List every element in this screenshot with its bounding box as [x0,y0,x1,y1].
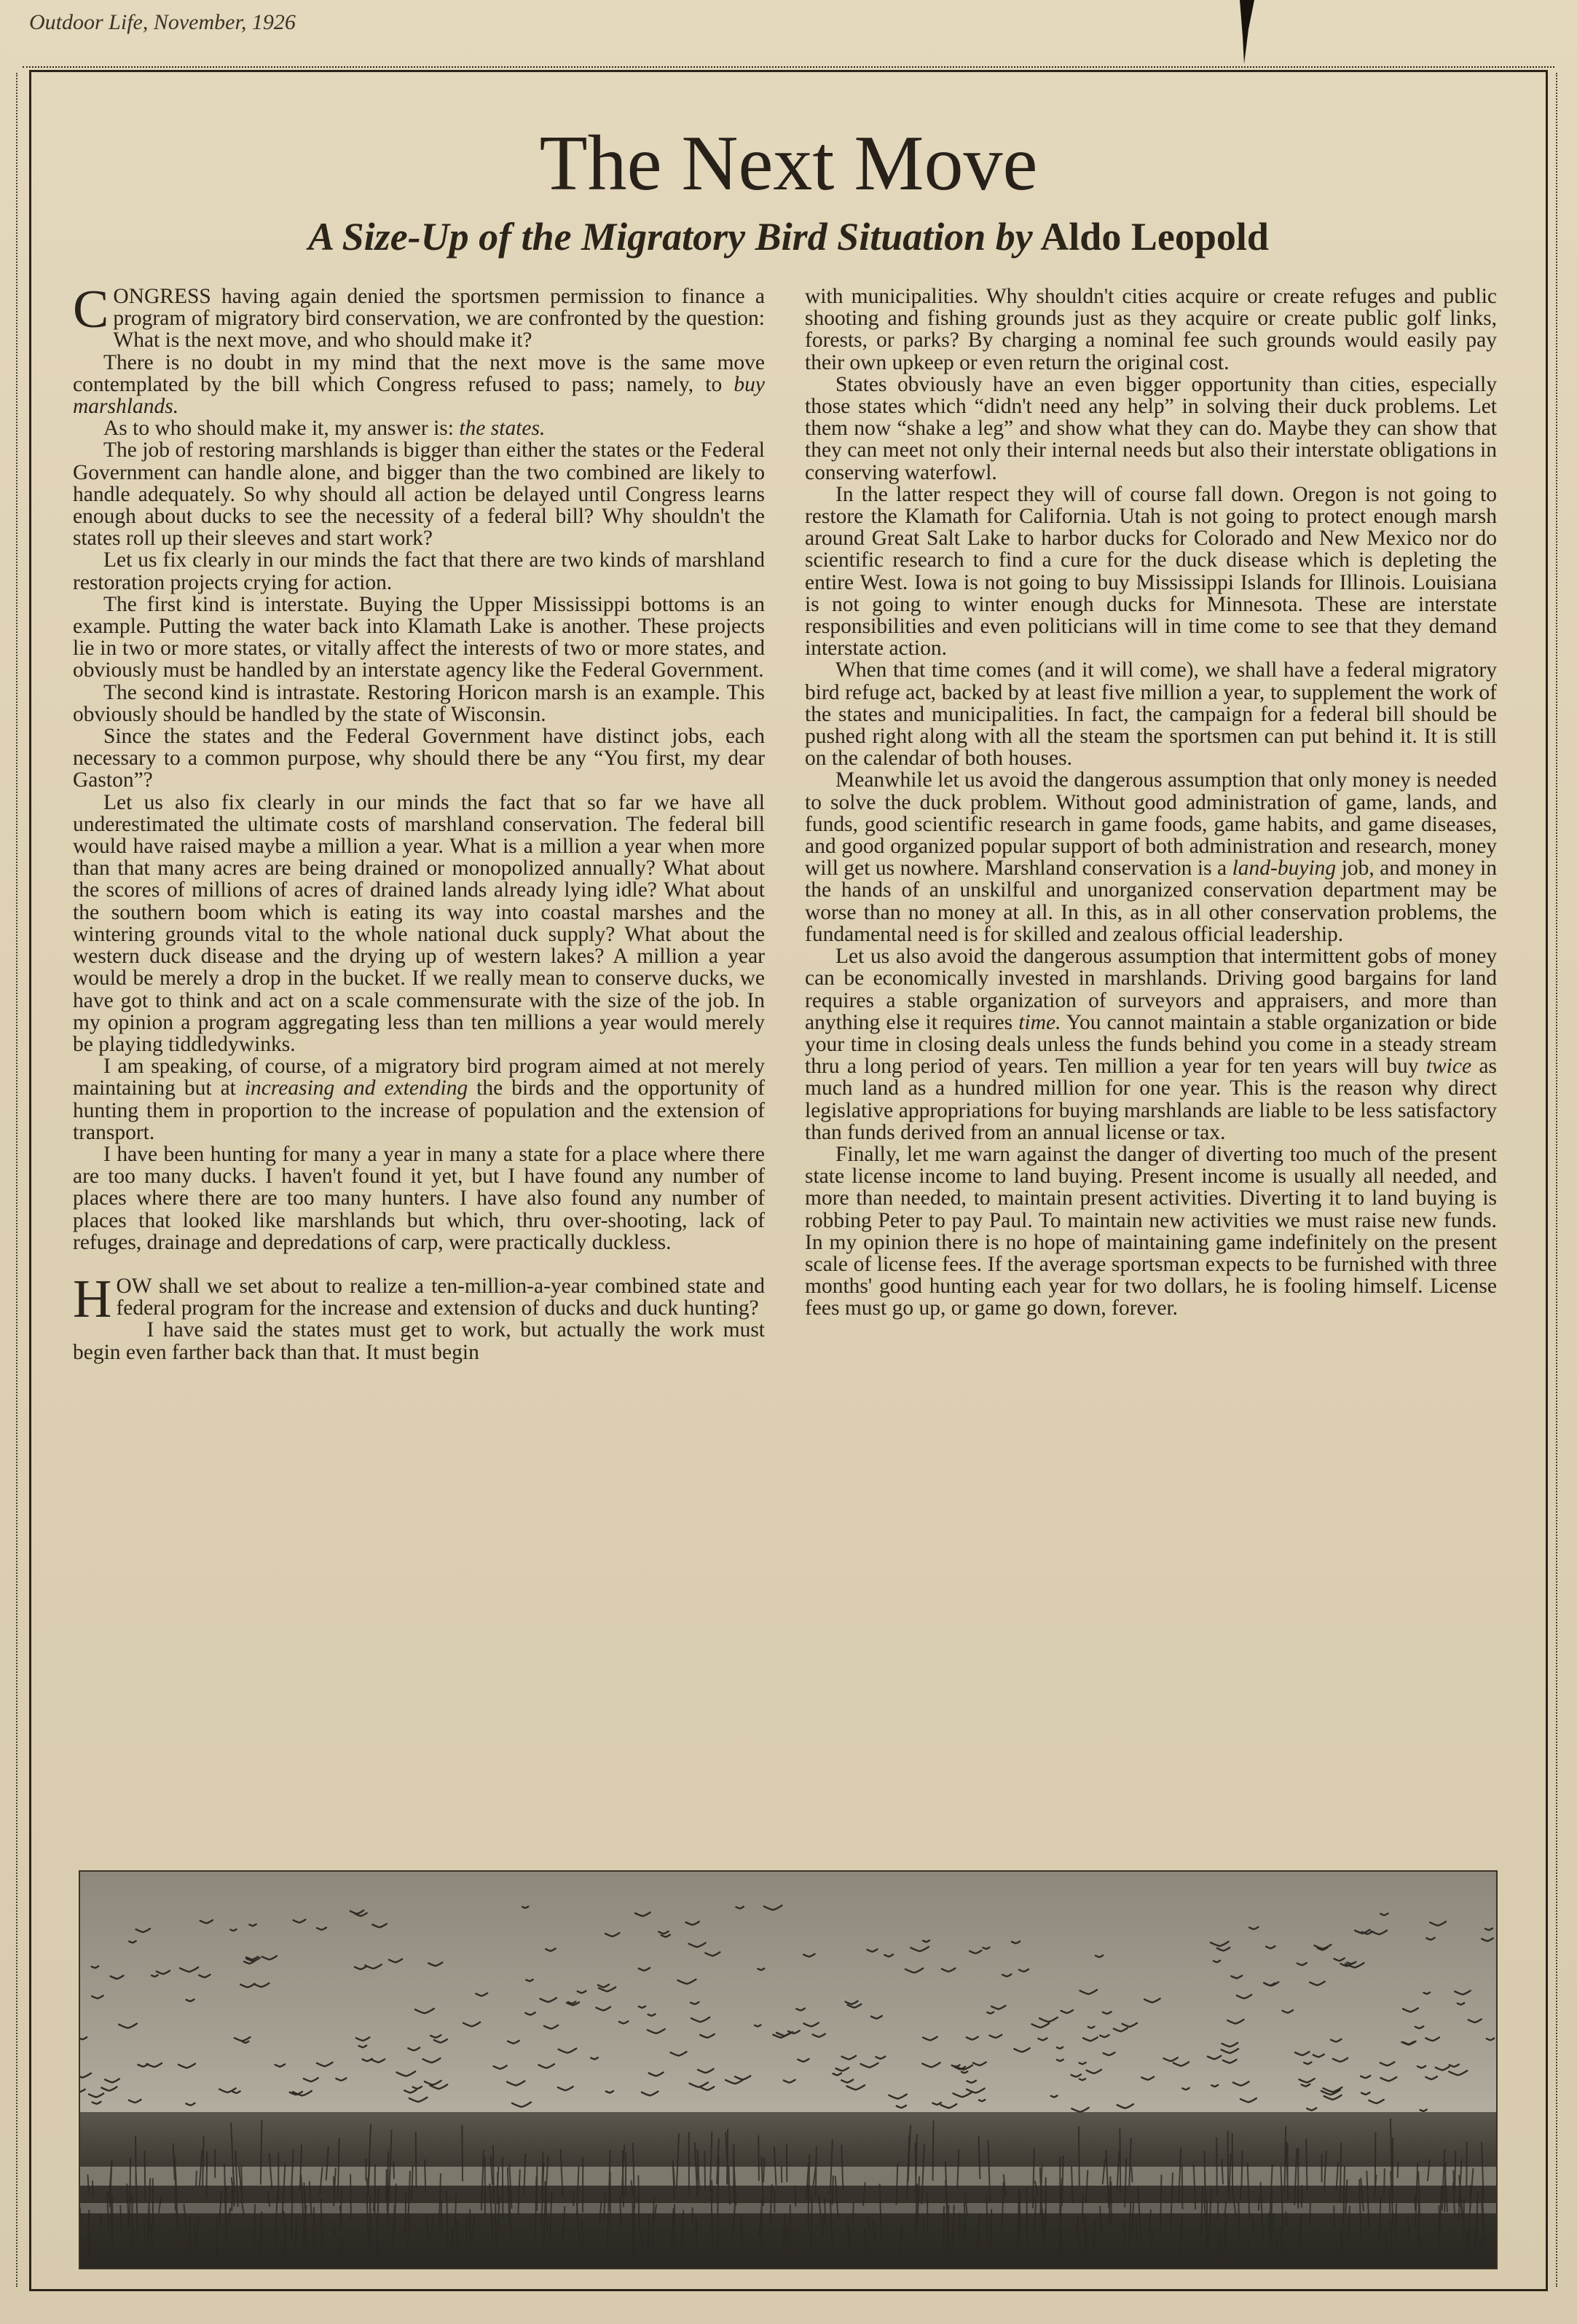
paragraph-text: Let us also avoid the dangerous assumption that intermittent gobs of money can be economically invested in marshlands. Driving good bargains for land requires a stable organization of surveyors and appraisers, and more than anything else it requires [805,945,1497,1034]
reed-stalk [704,2151,705,2190]
page-tear-mark [1238,0,1256,66]
right-column [805,285,1497,1320]
reed-stalk [370,2197,371,2250]
paragraph-text: as much land as a hundred million for one year. This is the reason why direct legislative appropriations for buying marshlands are liable to be less satisfactory than funds derived from an annual license or tax. [805,1055,1497,1144]
reed-stalk [1124,2222,1125,2255]
paragraph: When that time comes (and it will come), we shall have a federal migratory bird refuge act, backed by at least five million a year, to supplement the work of the states and municipalities. In fact, the campaign for a federal bill should be pushed right along with all the steam the sportsmen can put behind it. It is still on the calendar of both houses. [805,658,1497,771]
paragraph: Let us fix clearly in our minds the fact that there are two kinds of marshland restoration projects crying for action. [73,548,765,594]
paragraph-text: Meanwhile let us avoid the dangerous assumption that only money is needed to solve the duck problem. Without good administration of game, lands, and funds, good scientific research in game foods, game habits, and game diseases, and good organized popular support of both administration and research, money will get us nowhere. Marshland conservation is a [805,768,1497,881]
reed-stalk [832,2175,833,2205]
reed-stalk [1271,2190,1272,2240]
reed-stalk [416,2132,417,2189]
paragraph-text: As to who should make it, my answer is: [103,417,460,441]
reed-stalk [795,2186,796,2207]
emphasis: twice [1425,1055,1472,1079]
reed-stalk [638,2175,639,2233]
reed-stalk [313,2207,314,2252]
reed-stalk [1453,2170,1454,2186]
paragraph [73,1269,765,1329]
paragraph: The job of restoring marshlands is bigger than either the states or the Federal Government can handle alone, and bigger than the two combined are likely to handle adequately. So why should all action be delayed until Congress learns enough about ducks to see the necessity of a federal bill? Why shouldn't the states roll up their sleeves and start work? [73,438,765,551]
reed-stalk [1026,2188,1027,2245]
article-subhead [0,211,1577,262]
reed-stalk [620,2196,621,2228]
reed-stalk [462,2125,463,2181]
reed-stalk [387,2174,388,2214]
reed-stalk [1131,2167,1132,2182]
reed-stalk [216,2217,217,2263]
reed-stalk [1241,2151,1242,2190]
paragraph-text: OW shall we set about to realize a ten-million-a-year combined state and federal program for the increase and extension of ducks and duck hunting? [116,1274,765,1320]
paragraph: I have been hunting for many a year in many a state for a place where there are too many ducks. I haven't found it yet, but I have found any number of places where there are too many hunters. I have also found any number of places that looked like marshlands but which, thru over-shooting, lack of refuges, drainage and depredations of carp, were practically duckless. [73,1142,765,1254]
paragraph [805,945,1497,1143]
article-headline: The Next Move [539,120,1038,207]
emphasis: increasing and extending [244,1076,468,1100]
left-column [73,280,766,1364]
reed-stalk [758,2135,759,2181]
reed-stalk [145,2151,146,2201]
reed-stalk [350,2174,351,2218]
paragraph: The first kind is interstate. Buying the Upper Mississippi bottoms is an example. Putting the water back into Klamath Lake is another. These projects lie in two or more states, or vitally affect the interests of two or more states, and obviously must be handled by an interstate agency like the Federal Government. [73,592,765,682]
paragraph-text: the birds and the opportunity of hunting them in proportion to the increase of population and the extension of transport. [73,1076,766,1144]
paragraph-text: ONGRESS having again denied the sportsmen permission to finance a program of migratory bird conservation, we are confronted by the question: What is the next move, and who should make it? [113,285,765,352]
emphasis: the states. [459,417,546,441]
paragraph [73,352,765,418]
paragraph: The second kind is intrastate. Restoring Horicon marsh is an example. This obviously should be handled by the state of Wisconsin. [73,680,765,726]
paragraph-text: I am speaking, of course, of a migratory bird program aimed at not merely maintaining but at [73,1055,765,1100]
reed-stalk [1218,2202,1219,2221]
paragraph [805,769,1497,945]
paragraph: In the latter respect they will of course fall down. Oregon is not going to restore the Klamath for California. Utah is not going to protect enough marsh around Great Salt Lake to harbor ducks for Colorado and New Mexico nor do scientific research to find a cure for the duck disease which is depleting the entire West. Iowa is not going to buy Mississippi Islands for Illinois. Louisiana is not going to winter enough ducks for Minnesota. These are interstate responsibilities and even politicians will in time come to see that they demand interstate action. [805,482,1497,661]
right-perforation [1556,73,1560,2287]
paragraph: Let us also fix clearly in our minds the fact that so far we have all underestimated the ultimate costs of marshland conservation. The federal bill would have raised maybe a million a year. What is a million a year when more than that many acres are being drained or monopolized annually? What about the scores of millions of acres of drained lands already lying idle? What about the southern boom which is eating its way into coastal marshes and the wintering grounds vital to the whole national duck supply? What about the western duck disease and the drying up of western lakes? A million a year would be merely a drop in the bucket. If we really mean to conserve ducks, we have got to think and act on a scale commensurate with the size of the job. In my opinion a program aggregating less than ten millions a year would merely be playing tiddledywinks. [73,790,765,1056]
reed-stalk [727,2129,728,2184]
reed-stalk [206,2151,207,2198]
paragraph [73,280,765,352]
emphasis: time. [1018,1010,1061,1034]
reed-stalk [1182,2166,1183,2209]
emphasis: land-buying [1232,856,1337,881]
reed-stalk [1398,2162,1399,2178]
paragraph-text: There is no doubt in my mind that the next move is the same move contemplated by the bill which Congress refused to pass; namely, to [73,350,765,396]
reed-stalk [1206,2199,1207,2250]
reed-stalk [1240,2186,1241,2200]
paragraph: I have said the states must get to work, but actually the work must begin even farther back than that. It must begin [73,1318,765,1364]
reed-stalk [853,2202,854,2223]
reed-stalk [466,2215,467,2245]
reed-stalk [493,2145,494,2204]
running-head: Outdoor Life, November, 1926 [29,10,296,34]
reed-stalk [455,2194,456,2230]
reed-stalk [196,2170,197,2186]
reed-stalk [135,2135,136,2184]
paragraph: with municipalities. Why shouldn't cities acquire or create refuges and public shooting and fishing grounds just as they acquire or create public golf links, forests, or parks? By charging a nominal fee such grounds would easily pay their own upkeep or even return the original cost. [805,285,1497,374]
emphasis: buy marshlands. [73,372,765,419]
reed-stalk [674,2168,675,2185]
reed-stalk [292,2186,293,2239]
reed-stalk [1082,2194,1083,2223]
reed-stalk [1224,2221,1225,2267]
reed-stalk [393,2162,394,2179]
reed-stalk [1408,2218,1409,2240]
reed-stalk [1277,2240,1278,2258]
reed-stalk [1216,2138,1217,2196]
reed-stalk [1480,2238,1481,2254]
subhead-text: A Size-Up of the Migratory Bird Situation by [308,215,1033,259]
drop-cap: H [73,1269,112,1329]
reed-stalk [1384,2168,1385,2197]
paragraph: Since the states and the Federal Government have distinct jobs, each necessary to a common purpose, why should there be any “You first, my dear Gaston”? [73,725,765,792]
paragraph-text: You cannot maintain a stable organization or bide your time in closing deals unless the funds behind you come in a steady stream thru a long period of years. Ten million a year for ten years will buy [805,1010,1497,1079]
paragraph: Finally, let me warn against the danger of diverting too much of the present state license income to land buying. Present income is usually all needed, and more than needed, to maintain present activities. Diverting it to land buying is robbing Peter to pay Paul. To maintain new activities we must raise new funds. In my opinion there is no hope of maintaining game indefinitely on the present scale of license fees. If the average sportsman expects to be furnished with three months' good hunting each year for two dollars, he is fooling himself. License fees must go up, or game go down, forever. [805,1142,1497,1320]
author-name: Aldo Leopold [1040,215,1269,259]
reed-stalk [1389,2189,1390,2213]
reed-stalk [959,2213,960,2235]
paragraph [73,1055,765,1143]
reed-stalk [1341,2227,1342,2258]
drop-cap: C [73,280,109,339]
ducks-over-marsh-image [80,1872,1496,2268]
reed-stalk [1205,2170,1206,2202]
marsh-photograph [79,1870,1498,2269]
reed-stalk [943,2206,944,2253]
paragraph-text: job, and money in the hands of an unskilful and unorganized conservation department may be worse than no money at all. In this, as in all other conservation problems, the fundamental need is for skilled and zealous official leadership. [805,856,1497,946]
paragraph [73,417,765,439]
left-perforation [16,73,20,2287]
reed-stalk [1444,2162,1445,2213]
reed-stalk [933,2121,934,2181]
paragraph: States obviously have an even bigger opportunity than cities, especially those states which “didn't need any help” in solving their duck problems. Let them now “shake a leg” and show what they can do. Maybe they can show that they can meet not only their internal needs but also their interstate obligations in conserving waterfowl. [805,372,1497,484]
